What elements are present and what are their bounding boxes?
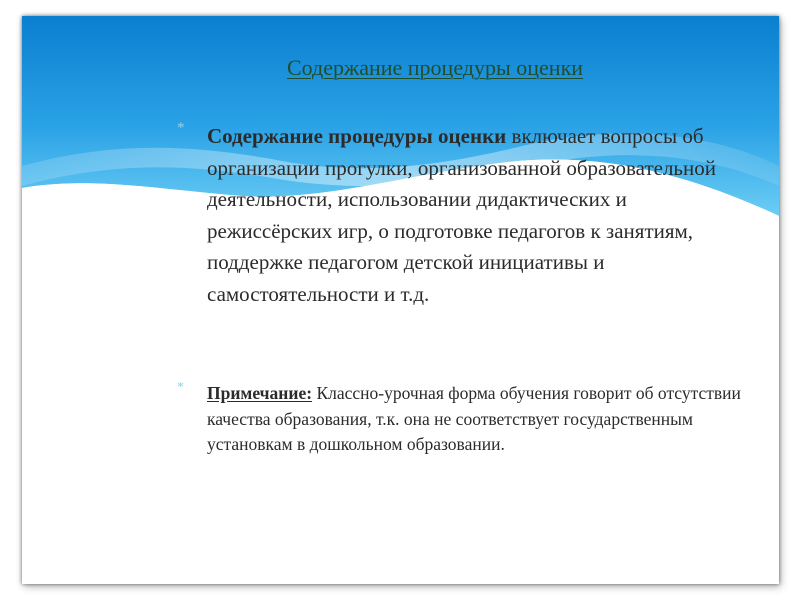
paragraph-text: включает вопросы об организации прогулки, организованной образовательной деятельности, использовании дидактических и режиссёрских игр, о подготовке педагогов к занятиям, поддержке педагогом детской инициативы и самостоятельности и т.д. (207, 124, 716, 306)
bullet-star-icon: * (177, 120, 185, 136)
paragraph-text: Классно-урочная форма обучения говорит об отсутствии качества образования, т.к. она не соответствует государственным установкам в дошкольном образовании. (207, 383, 741, 454)
bold-lead-text: Содержание процедуры оценки (207, 124, 507, 148)
bullet-item-evaluation-content (177, 120, 757, 310)
slide-title: Содержание процедуры оценки (287, 55, 584, 80)
bullet-star-icon: * (177, 380, 184, 395)
note-label: Примечание: (207, 383, 313, 403)
bullet-paragraph (207, 121, 757, 310)
bullet-item-note (177, 380, 762, 458)
bullet-paragraph (207, 381, 762, 458)
slide (22, 16, 779, 584)
